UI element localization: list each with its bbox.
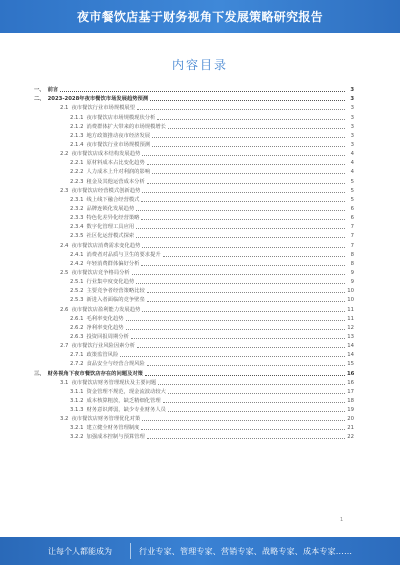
toc-leader-dots (152, 146, 345, 147)
toc-entry-number: 一、 (34, 87, 45, 94)
toc-entry-title: 社区化运营模式探索 (86, 233, 135, 240)
toc-entry-page: 15 (347, 361, 354, 368)
toc-entry[interactable] (34, 367, 354, 376)
toc-leader-dots (163, 256, 345, 257)
toc-entry-number: 2.4 (60, 242, 69, 249)
toc-entry-title: 人力成本上升对利润的影响 (86, 169, 151, 176)
toc-entry-title: 租金及其他运营成本分析 (86, 178, 145, 185)
toc-entry-page: 13 (347, 333, 354, 340)
toc-entry-page: 12 (347, 324, 354, 331)
toc-entry[interactable] (34, 157, 354, 166)
toc-entry-number: 3.2 (60, 416, 69, 423)
toc-entry-title: 财务视角下夜市餐饮店存在的问题及对策 (47, 370, 143, 377)
toc-entry[interactable] (34, 148, 354, 157)
toc-entry[interactable] (34, 331, 354, 340)
toc-entry-page: 3 (350, 96, 354, 103)
toc-entry[interactable] (34, 276, 354, 285)
toc-entry-number: 2.4.1 (70, 251, 84, 258)
toc-leader-dots (141, 201, 345, 202)
toc-entry-page: 7 (350, 224, 354, 231)
toc-entry-title: 夜市餐饮行业风险因素分析 (71, 343, 136, 350)
toc-entry[interactable] (34, 303, 354, 312)
toc-entry[interactable] (34, 377, 354, 386)
toc-entry-title: 净利率变化趋势 (86, 324, 124, 331)
toc-entry[interactable] (34, 239, 354, 248)
toc-entry-title: 特色化差异化经营策略 (86, 215, 140, 222)
toc-entry-number: 2.2 (60, 151, 69, 158)
toc-entry-title: 夜市餐饮店经营模式创新趋势 (71, 187, 141, 194)
toc-entry-title: 夜市餐饮行业市场规模预测 (86, 141, 151, 148)
toc-leader-dots (136, 210, 345, 211)
toc-leader-dots (137, 347, 345, 348)
toc-entry[interactable] (34, 121, 354, 130)
toc-entry-number: 3.2.2 (70, 434, 84, 441)
toc-entry-page: 7 (350, 233, 354, 240)
toc-entry-title: 线上线下融合经营模式 (86, 196, 140, 203)
toc-entry[interactable] (34, 221, 354, 230)
toc-entry[interactable] (34, 422, 354, 431)
toc-leader-dots (145, 375, 345, 376)
toc-entry-page: 8 (350, 251, 354, 258)
toc-entry[interactable] (34, 230, 354, 239)
toc-entry-number: 2.1.1 (70, 114, 84, 121)
toc-leader-dots (152, 173, 345, 174)
toc-entry-number: 2.6 (60, 306, 69, 313)
toc-entry-page: 3 (350, 114, 354, 121)
toc-entry-number: 2.5.3 (70, 297, 84, 304)
toc-entry-title: 夜市餐饮行业市场规模展望 (71, 105, 136, 112)
toc-entry[interactable] (34, 84, 354, 93)
table-of-contents (34, 84, 354, 440)
toc-entry[interactable] (34, 285, 354, 294)
toc-entry-number: 2.1 (60, 105, 69, 112)
toc-entry-page: 16 (347, 370, 355, 377)
toc-entry-title: 品牌连锁化发展趋势 (86, 205, 135, 212)
toc-entry-title: 夜市餐饮店成本结构发展趋势 (71, 151, 141, 158)
toc-entry[interactable] (34, 413, 354, 422)
toc-entry[interactable] (34, 404, 354, 413)
toc-entry[interactable] (34, 267, 354, 276)
toc-entry-page: 4 (350, 160, 354, 167)
toc-entry-title: 年轻消费群体偏好分析 (86, 260, 140, 267)
toc-entry-title: 食品安全与经营合规风险 (86, 361, 145, 368)
toc-entry-number: 3.1.1 (70, 388, 84, 395)
toc-entry-title: 2023-2028年夜市餐饮市场发展趋势预测 (47, 96, 149, 103)
toc-entry[interactable] (34, 340, 354, 349)
toc-entry-title: 数字化管理工具应用 (86, 224, 135, 231)
toc-entry-page: 6 (350, 215, 354, 222)
toc-entry-title: 政策监管风险 (86, 352, 119, 359)
toc-leader-dots (142, 311, 345, 312)
toc-entry-page: 10 (347, 288, 354, 295)
toc-leader-dots (150, 100, 345, 101)
toc-entry[interactable] (34, 185, 354, 194)
toc-entry-number: 2.6.1 (70, 315, 84, 322)
toc-entry-number: 2.4.2 (70, 260, 84, 267)
toc-entry-number: 2.6.2 (70, 324, 84, 331)
toc-leader-dots (60, 91, 345, 92)
toc-entry-page: 11 (347, 306, 354, 313)
toc-leader-dots (136, 283, 345, 284)
toc-leader-dots (168, 393, 345, 394)
toc-entry-title: 地方政策推动夜市经济发展 (86, 132, 151, 139)
toc-leader-dots (141, 429, 345, 430)
toc-entry-title: 夜市餐饮店竞争格局分析 (71, 269, 130, 276)
toc-leader-dots (147, 438, 345, 439)
toc-entry-number: 2.2.1 (70, 160, 84, 167)
toc-entry[interactable] (34, 313, 354, 322)
toc-entry-number: 三、 (34, 370, 45, 377)
toc-entry-title: 夜市餐饮店财务管理现状及主要问题 (71, 379, 157, 386)
toc-entry-page: 11 (347, 315, 354, 322)
toc-entry-title: 建立健全财务管理制度 (86, 425, 140, 432)
toc-leader-dots (147, 292, 345, 293)
toc-heading: 内容目录 (171, 58, 228, 72)
toc-leader-dots (136, 237, 345, 238)
toc-leader-dots (142, 420, 345, 421)
toc-entry-page: 16 (347, 379, 354, 386)
toc-entry-page: 19 (347, 407, 354, 414)
toc-entry[interactable] (34, 249, 354, 258)
toc-entry-title: 消费群体扩大带来的市场规模增长 (86, 123, 166, 130)
toc-entry[interactable] (34, 358, 354, 367)
toc-entry-number: 2.3.1 (70, 196, 84, 203)
toc-entry-page: 5 (350, 178, 354, 185)
toc-entry-title: 行业集中度变化趋势 (86, 279, 135, 286)
toc-entry-number: 2.5 (60, 269, 69, 276)
toc-leader-dots (126, 320, 345, 321)
toc-entry-title: 夜市餐饮店盈利能力发展趋势 (71, 306, 141, 313)
toc-entry-number: 2.5.2 (70, 288, 84, 295)
toc-leader-dots (168, 128, 345, 129)
toc-entry-number: 3.1.2 (70, 397, 84, 404)
toc-entry[interactable] (34, 395, 354, 404)
toc-entry[interactable] (34, 175, 354, 184)
toc-entry-number: 3.1.3 (70, 407, 84, 414)
toc-entry-page: 18 (347, 397, 354, 404)
page-number: 1 (340, 517, 344, 523)
toc-entry-number: 2.7.2 (70, 361, 84, 368)
toc-entry-page: 21 (347, 425, 354, 432)
toc-entry-number: 2.6.3 (70, 333, 84, 340)
toc-entry[interactable] (34, 111, 354, 120)
toc-entry[interactable] (34, 212, 354, 221)
toc-leader-dots (132, 274, 345, 275)
toc-entry[interactable] (34, 386, 354, 395)
toc-leader-dots (147, 365, 345, 366)
toc-entry-title: 消费者对品质与卫生的要求提升 (86, 251, 161, 258)
toc-entry-page: 14 (347, 343, 354, 350)
toc-entry[interactable] (34, 322, 354, 331)
toc-entry-title: 资金管理不规范，现金流波动较大 (86, 388, 166, 395)
toc-entry-number: 2.3 (60, 187, 69, 194)
toc-leader-dots (120, 356, 345, 357)
toc-entry-number: 2.3.3 (70, 215, 84, 222)
toc-entry[interactable] (34, 139, 354, 148)
toc-entry-page: 22 (347, 434, 354, 441)
toc-entry-page: 9 (350, 279, 354, 286)
toc-entry-page: 4 (350, 169, 354, 176)
toc-entry[interactable] (34, 258, 354, 267)
toc-entry-number: 2.1.4 (70, 141, 84, 148)
footer-tagline: 行业专家、管理专家、营销专家、战略专家、成本专家…… (139, 546, 353, 556)
toc-entry[interactable] (34, 194, 354, 203)
footer-brand: 让每个人都能成为 (48, 546, 112, 556)
toc-entry-number: 2.3.5 (70, 233, 84, 240)
toc-entry-number: 2.7 (60, 343, 69, 350)
toc-entry[interactable] (34, 349, 354, 358)
toc-entry-page: 9 (350, 269, 354, 276)
toc-leader-dots (126, 329, 345, 330)
toc-entry-title: 主要竞争者经营策略比较 (86, 288, 145, 295)
toc-entry-title: 前言 (47, 87, 59, 94)
toc-leader-dots (147, 183, 345, 184)
toc-entry-number: 2.3.2 (70, 205, 84, 212)
toc-leader-dots (158, 384, 345, 385)
toc-leader-dots (131, 338, 345, 339)
toc-leader-dots (136, 228, 345, 229)
toc-leader-dots (141, 219, 345, 220)
toc-entry-page: 10 (347, 297, 354, 304)
toc-entry-number: 3.2.1 (70, 425, 84, 432)
toc-entry[interactable] (34, 431, 354, 440)
toc-entry-number: 2.7.1 (70, 352, 84, 359)
toc-entry-title: 新进入者面临的竞争壁垒 (86, 297, 145, 304)
toc-entry-number: 2.1.3 (70, 132, 84, 139)
toc-leader-dots (142, 192, 345, 193)
toc-entry-number: 2.2.3 (70, 178, 84, 185)
footer-divider (130, 543, 131, 559)
toc-entry[interactable] (34, 102, 354, 111)
toc-entry-title: 夜市餐饮店市场规模现状分析 (86, 114, 156, 121)
toc-leader-dots (141, 265, 345, 266)
toc-leader-dots (163, 402, 345, 403)
toc-leader-dots (152, 137, 345, 138)
toc-entry-page: 3 (350, 132, 354, 139)
toc-entry-page: 5 (350, 196, 354, 203)
toc-entry-number: 2.2.2 (70, 169, 84, 176)
toc-entry-page: 3 (350, 105, 354, 112)
toc-entry[interactable] (34, 166, 354, 175)
toc-entry[interactable] (34, 294, 354, 303)
footer-banner (0, 537, 400, 565)
toc-entry-number: 2.1.2 (70, 123, 84, 130)
toc-entry-page: 3 (350, 141, 354, 148)
toc-entry-page: 6 (350, 205, 354, 212)
toc-entry-title: 夜市餐饮店财务管理优化对策 (71, 416, 141, 423)
toc-entry-page: 4 (350, 151, 354, 158)
toc-entry-page: 3 (350, 87, 354, 94)
toc-leader-dots (168, 411, 345, 412)
report-title: 夜市餐饮店基于财务视角下发展策略研究报告 (76, 10, 323, 24)
toc-entry-page: 20 (347, 416, 354, 423)
toc-entry[interactable] (34, 130, 354, 139)
toc-entry-page: 14 (347, 352, 354, 359)
toc-entry-title: 加强成本控制与预算管理 (86, 434, 145, 441)
toc-entry[interactable] (34, 203, 354, 212)
toc-entry-title: 原材料成本占比变化趋势 (86, 160, 145, 167)
toc-leader-dots (147, 164, 345, 165)
toc-entry-page: 17 (347, 388, 354, 395)
toc-leader-dots (142, 247, 345, 248)
toc-entry-number: 2.3.4 (70, 224, 84, 231)
toc-leader-dots (147, 301, 345, 302)
toc-leader-dots (157, 119, 345, 120)
toc-entry-page: 3 (350, 123, 354, 130)
toc-leader-dots (142, 155, 345, 156)
toc-entry-title: 投资回报周期分析 (86, 333, 129, 340)
toc-entry-title: 毛利率变化趋势 (86, 315, 124, 322)
toc-entry-page: 5 (350, 187, 354, 194)
toc-entry-number: 二、 (34, 96, 45, 103)
header-banner (0, 0, 400, 33)
toc-entry-number: 3.1 (60, 379, 69, 386)
toc-entry-title: 夜市餐饮店消费需求变化趋势 (71, 242, 141, 249)
toc-entry-title: 成本核算粗放，缺乏精细化管理 (86, 397, 161, 404)
toc-entry-title: 财务意识薄弱，缺少专业财务人员 (86, 407, 166, 414)
toc-entry-page: 7 (350, 242, 354, 249)
toc-entry-page: 8 (350, 260, 354, 267)
toc-entry[interactable] (34, 93, 354, 102)
toc-entry-number: 2.5.1 (70, 279, 84, 286)
toc-leader-dots (137, 109, 345, 110)
